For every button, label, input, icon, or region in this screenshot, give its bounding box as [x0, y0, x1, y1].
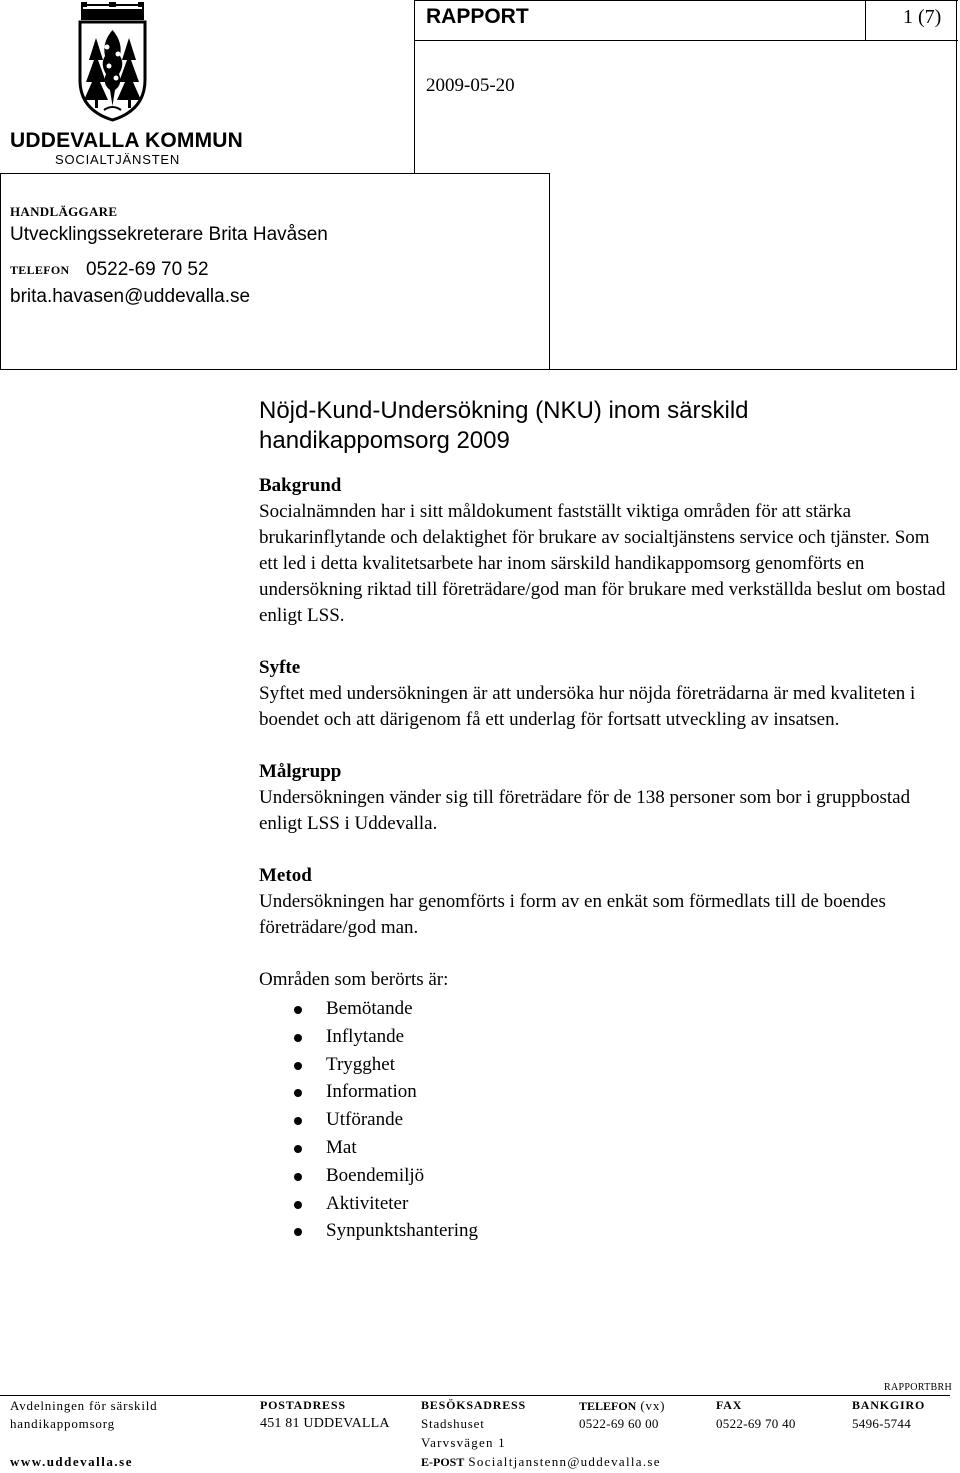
- bullet-icon: [294, 1006, 302, 1014]
- bullet-icon: [294, 1089, 302, 1097]
- list-item: Mat: [259, 1134, 949, 1162]
- logo-org-name: UDDEVALLA KOMMUN: [10, 129, 244, 152]
- document-title: [259, 396, 949, 456]
- list-item: Inflytande: [259, 1023, 949, 1051]
- report-date: 2009-05-20: [426, 75, 515, 96]
- section-heading-metod: Metod: [259, 865, 312, 886]
- section-heading-bakgrund: Bakgrund: [259, 475, 342, 496]
- report-title: RAPPORT: [426, 5, 529, 28]
- contact-bottom-rule: [0, 369, 957, 370]
- footer-dept-line2: handikappomsorg: [10, 1416, 115, 1431]
- footer-bankgiro-value: 5496-5744: [852, 1416, 912, 1431]
- list-item: Aktiviteter: [259, 1190, 949, 1218]
- footer-email-link[interactable]: Socialtjanstenn@uddevalla.se: [468, 1454, 661, 1469]
- contact-left-border: [0, 173, 1, 370]
- bullet-icon: [294, 1034, 302, 1042]
- list-item: Utförande: [259, 1106, 949, 1134]
- section-text-syfte: Syftet med undersökningen är att undersöka hur nöjda företrädarna är med kvaliteten i boendet och att därigenom få ett underlag för fortsatt utveckling av insatsen.: [259, 683, 916, 730]
- header-mid-rule: [414, 40, 958, 41]
- page-number: 1 (7): [903, 6, 942, 28]
- logo: [10, 2, 244, 168]
- handler-label: HANDLÄGGARE: [10, 204, 118, 219]
- section-heading-syfte: Syfte: [259, 657, 301, 678]
- header-bottom-rule: [0, 173, 550, 174]
- footer-dept-line1: Avdelningen för särskild: [10, 1398, 158, 1413]
- bullet-icon: [294, 1117, 302, 1125]
- footer-rule: [0, 1395, 950, 1396]
- header-right-border: [956, 0, 957, 370]
- footer-phone-label: TELEFON (vx): [579, 1398, 666, 1413]
- footer-postal-label: POSTADRESS: [260, 1398, 346, 1412]
- bullet-icon: [294, 1201, 302, 1209]
- footer-visit-line2: Varvsvägen 1: [421, 1435, 506, 1450]
- section-text-bakgrund: Socialnämnden har i sitt måldokument fastställt viktiga områden för att stärka brukarinflytande och delaktighet för brukare av socialtjänstens service och tjänster. Som ett led i detta kvalitetsarbete har inom särskild handikappomsorg genomförts en undersökning riktad till företrädare/god man för brukare med verkställda beslut om bostad enligt LSS.: [259, 501, 946, 626]
- header-divider-vertical: [414, 0, 415, 173]
- contact-right-divider: [549, 173, 550, 370]
- footer-fax-label: FAX: [716, 1398, 743, 1412]
- section-text-metod: Undersökningen har genomförts i form av en enkät som förmedlats till de boendes företrädare/god man.: [259, 891, 886, 938]
- section-heading-malgrupp: Målgrupp: [259, 761, 342, 782]
- list-item: Synpunktshantering: [259, 1217, 949, 1245]
- phone-value: 0522-69 70 52: [86, 259, 209, 280]
- bullet-icon: [294, 1173, 302, 1181]
- footer-phone-value: 0522-69 60 00: [579, 1416, 659, 1431]
- bullet-icon: [294, 1228, 302, 1236]
- list-item: Boendemiljö: [259, 1162, 949, 1190]
- list-item: Information: [259, 1078, 949, 1106]
- phone-label: TELEFON: [10, 263, 70, 277]
- coat-of-arms-icon: [10, 2, 215, 124]
- header-top-border: [414, 0, 958, 1]
- logo-department: SOCIALTJÄNSTEN: [55, 152, 181, 167]
- footer-email-label: E-POST: [421, 1455, 465, 1469]
- footer-website-link[interactable]: www.uddevalla.se: [10, 1454, 133, 1469]
- bullet-icon: [294, 1145, 302, 1153]
- footer-fax-value: 0522-69 70 40: [716, 1416, 796, 1431]
- footer-email: [421, 1454, 661, 1470]
- title-line-2: handikappomsorg 2009: [259, 427, 510, 454]
- footer-ref: RAPPORTBRH: [884, 1382, 952, 1393]
- areas-list: [259, 995, 949, 1245]
- bullet-icon: [294, 1062, 302, 1070]
- list-item: Bemötande: [259, 995, 949, 1023]
- footer-visit-line1: Stadshuset: [421, 1416, 485, 1431]
- title-line-1: Nöjd-Kund-Undersökning (NKU) inom särskild: [259, 397, 749, 424]
- footer-bankgiro-label: BANKGIRO: [852, 1398, 926, 1412]
- handler-email-link[interactable]: brita.havasen@uddevalla.se: [10, 286, 251, 307]
- section-text-malgrupp: Undersökningen vänder sig till företrädare för de 138 personer som bor i gruppbostad enligt LSS i Uddevalla.: [259, 787, 911, 834]
- header-page-divider: [865, 0, 866, 40]
- footer-postal-value: 451 81 UDDEVALLA: [260, 1416, 390, 1431]
- footer-visit-label: BESÖKSADRESS: [421, 1398, 526, 1412]
- document-body: [259, 396, 949, 1245]
- handler-name: Utvecklingssekreterare Brita Havåsen: [10, 224, 328, 245]
- areas-intro: Områden som berörts är:: [259, 969, 449, 990]
- list-item: Trygghet: [259, 1051, 949, 1079]
